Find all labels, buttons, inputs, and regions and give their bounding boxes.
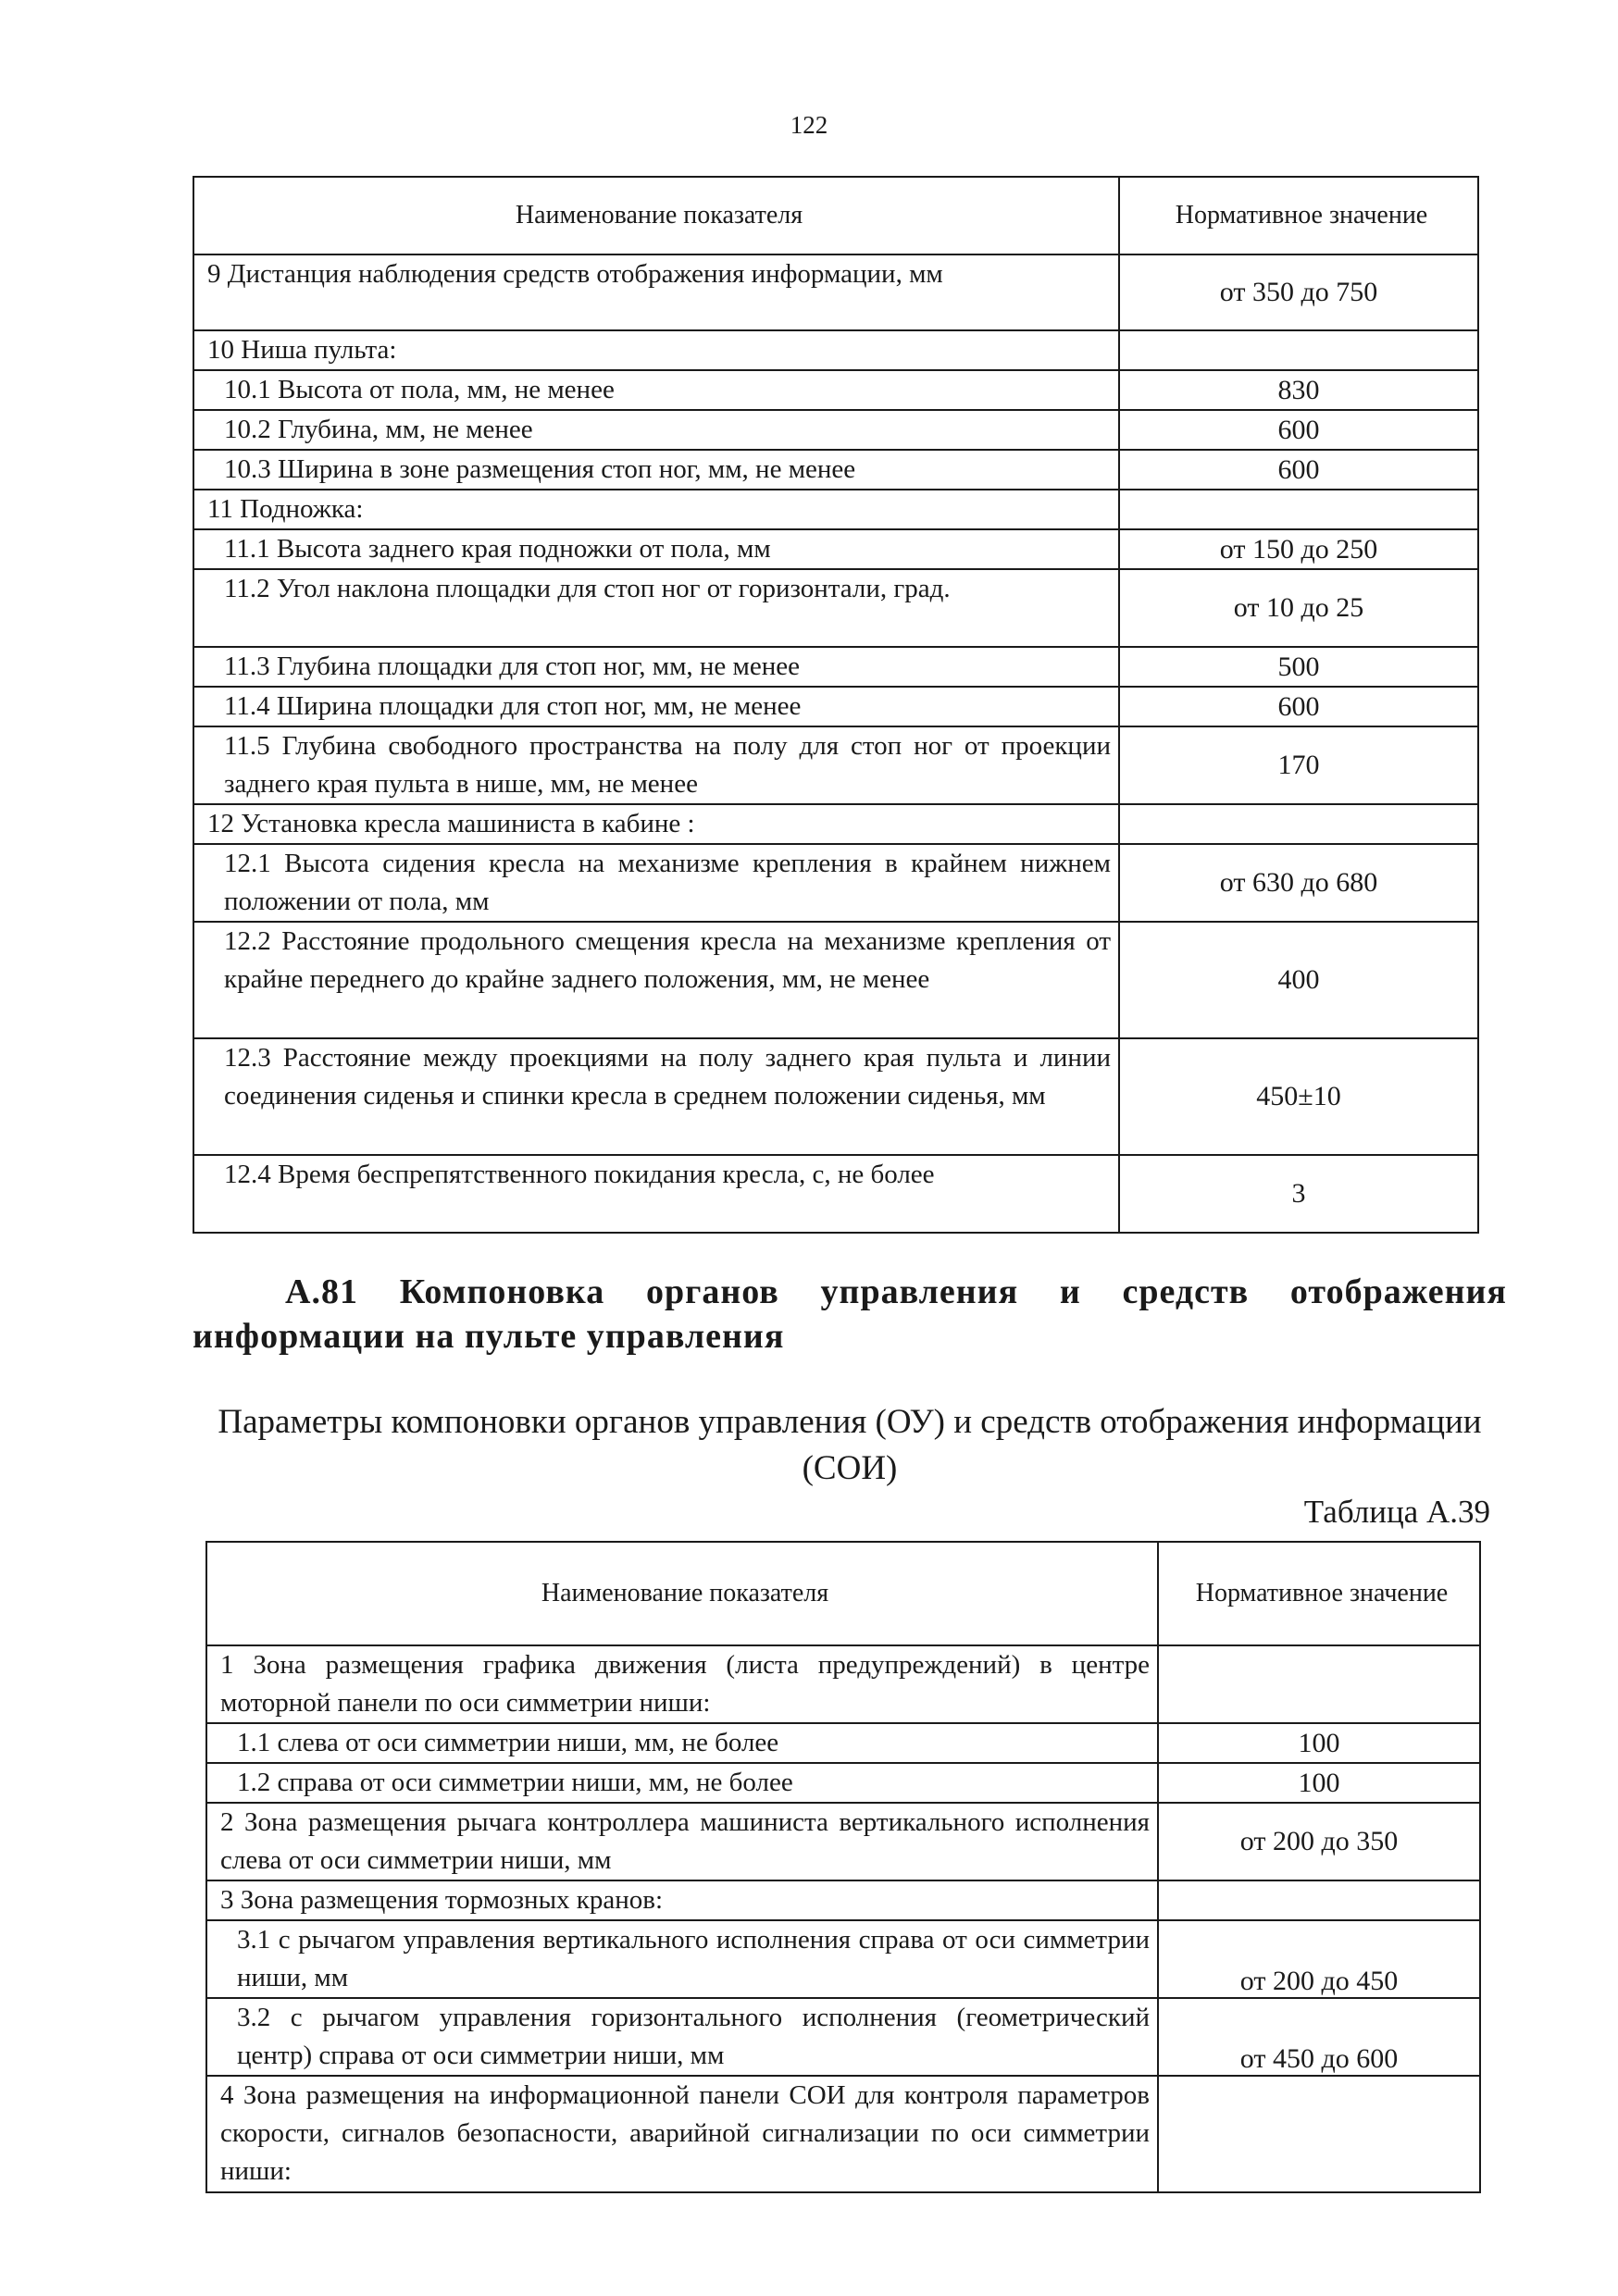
row-value: 600	[1119, 450, 1478, 490]
row-name: 12.3 Расстояние между проекциями на полу заднего края пульта и линии соединения сиденья и спинки кресла в среднем положении сиденья, мм	[193, 1038, 1119, 1155]
row-value: 170	[1119, 726, 1478, 804]
parameters-table-continued	[193, 176, 1479, 1234]
page-number: 122	[790, 111, 828, 139]
table-row	[193, 687, 1478, 726]
row-name: 11 Подножка:	[193, 490, 1119, 529]
row-value	[1158, 2076, 1480, 2192]
column-header-value: Нормативное значение	[1119, 177, 1478, 254]
row-name: 11.3 Глубина площадки для стоп ног, мм, не менее	[193, 647, 1119, 687]
row-name: 1.1 слева от оси симметрии ниши, мм, не более	[206, 1723, 1158, 1763]
table-row	[206, 1998, 1480, 2076]
table-row	[206, 1763, 1480, 1803]
row-name: 3.2 с рычагом управления горизонтального исполнения (геометрический центр) справа от оси симметрии ниши, мм	[206, 1998, 1158, 2076]
row-name: 10 Ниша пульта:	[193, 330, 1119, 370]
row-name: 11.4 Ширина площадки для стоп ног, мм, не менее	[193, 687, 1119, 726]
row-value: от 200 до 350	[1158, 1803, 1480, 1880]
column-header-name: Наименование показателя	[193, 177, 1119, 254]
table-row	[193, 370, 1478, 410]
row-value	[1119, 490, 1478, 529]
row-name: 11.5 Глубина свободного пространства на полу для стоп ног от проекции заднего края пульта в нише, мм, не менее	[193, 726, 1119, 804]
table-row	[193, 450, 1478, 490]
row-value: от 630 до 680	[1119, 844, 1478, 922]
row-name: 2 Зона размещения рычага контроллера машиниста вертикального исполнения слева от оси симметрии ниши, мм	[206, 1803, 1158, 1880]
row-name: 12 Установка кресла машиниста в кабине :	[193, 804, 1119, 844]
row-value: 500	[1119, 647, 1478, 687]
row-value: от 350 до 750	[1119, 254, 1478, 330]
table-row	[193, 726, 1478, 804]
table-row	[193, 330, 1478, 370]
table-row	[206, 1920, 1480, 1998]
row-name: 12.1 Высота сидения кресла на механизме крепления в крайнем нижнем положении от пола, мм	[193, 844, 1119, 922]
row-name: 9 Дистанция наблюдения средств отображения информации, мм	[193, 254, 1119, 330]
row-name: 3.1 с рычагом управления вертикального исполнения справа от оси симметрии ниши, мм	[206, 1920, 1158, 1998]
row-value: от 450 до 600	[1158, 1998, 1480, 2076]
layout-parameters-table	[205, 1541, 1481, 2193]
row-value: 600	[1119, 687, 1478, 726]
row-name: 10.3 Ширина в зоне размещения стоп ног, мм, не менее	[193, 450, 1119, 490]
table-row	[193, 490, 1478, 529]
row-value	[1158, 1880, 1480, 1920]
table-row	[193, 1038, 1478, 1155]
row-value: 3	[1119, 1155, 1478, 1233]
row-name: 11.2 Угол наклона площадки для стоп ног от горизонтали, град.	[193, 569, 1119, 647]
table-row	[193, 529, 1478, 569]
column-header-value: Нормативное значение	[1158, 1542, 1480, 1645]
row-value: 100	[1158, 1763, 1480, 1803]
row-value	[1119, 330, 1478, 370]
table-row	[193, 647, 1478, 687]
row-value: 100	[1158, 1723, 1480, 1763]
row-name: 4 Зона размещения на информационной панели СОИ для контроля параметров скорости, сигналов безопасности, аварийной сигнализации по оси симметрии ниши:	[206, 2076, 1158, 2192]
row-value: 600	[1119, 410, 1478, 450]
table-row	[193, 410, 1478, 450]
table-label: Таблица А.39	[1303, 1494, 1490, 1530]
section-heading: А.81 Компоновка органов управления и средств отображения информации на пульте управления	[193, 1272, 1507, 1356]
table-row	[193, 569, 1478, 647]
row-name: 10.1 Высота от пола, мм, не менее	[193, 370, 1119, 410]
row-name: 1.2 справа от оси симметрии ниши, мм, не более	[206, 1763, 1158, 1803]
row-name: 1 Зона размещения графика движения (листа предупреждений) в центре моторной панели по оси симметрии ниши:	[206, 1645, 1158, 1723]
table-row	[193, 804, 1478, 844]
table-row	[206, 2076, 1480, 2192]
row-value: от 10 до 25	[1119, 569, 1478, 647]
table-row	[193, 1155, 1478, 1233]
row-value: от 150 до 250	[1119, 529, 1478, 569]
table-header-row	[206, 1542, 1480, 1645]
row-value: 450±10	[1119, 1038, 1478, 1155]
row-value	[1158, 1645, 1480, 1723]
row-name: 11.1 Высота заднего края подножки от пола, мм	[193, 529, 1119, 569]
row-name: 10.2 Глубина, мм, не менее	[193, 410, 1119, 450]
table-caption: Параметры компоновки органов управления (ОУ) и средств отображения информации (СОИ)	[218, 1403, 1482, 1487]
table-row	[206, 1645, 1480, 1723]
table-row	[193, 844, 1478, 922]
row-value: 830	[1119, 370, 1478, 410]
row-name: 12.2 Расстояние продольного смещения кресла на механизме крепления от крайне переднего до крайне заднего положения, мм, не менее	[193, 922, 1119, 1038]
table-header-row	[193, 177, 1478, 254]
table-row	[206, 1880, 1480, 1920]
row-name: 3 Зона размещения тормозных кранов:	[206, 1880, 1158, 1920]
table-row	[193, 922, 1478, 1038]
row-value: от 200 до 450	[1158, 1920, 1480, 1998]
column-header-name: Наименование показателя	[206, 1542, 1158, 1645]
table-row	[206, 1803, 1480, 1880]
table-row	[206, 1723, 1480, 1763]
row-value	[1119, 804, 1478, 844]
row-value: 400	[1119, 922, 1478, 1038]
table-row	[193, 254, 1478, 330]
row-name: 12.4 Время беспрепятственного покидания кресла, с, не более	[193, 1155, 1119, 1233]
